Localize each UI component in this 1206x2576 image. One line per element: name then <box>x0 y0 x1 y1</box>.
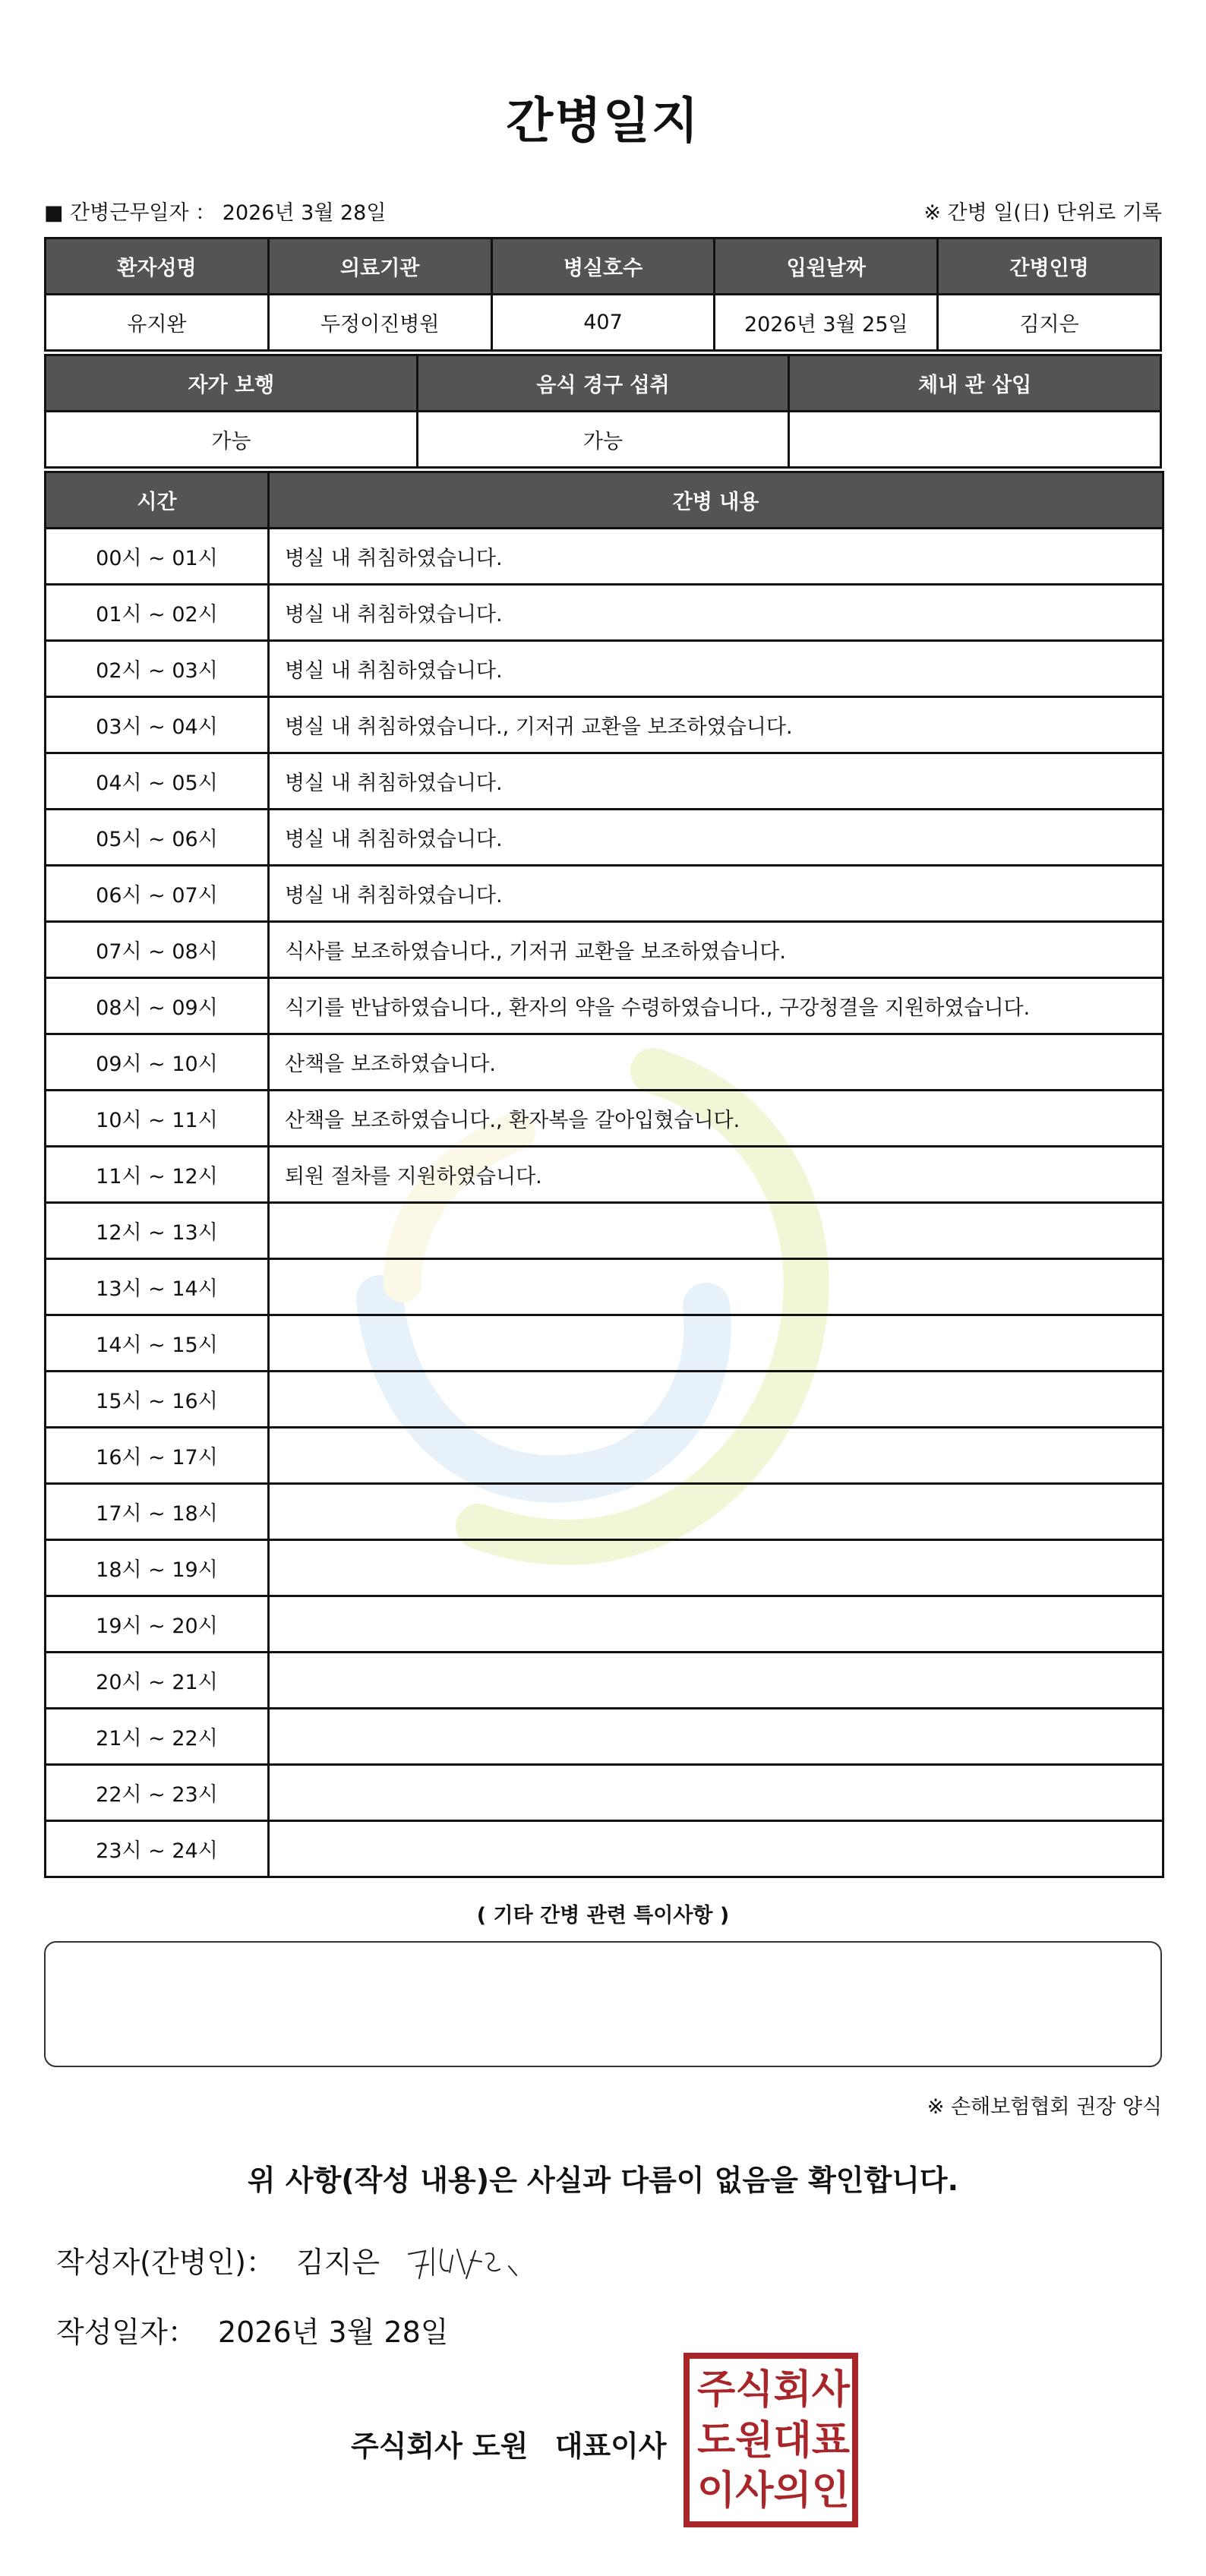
log-content: 병실 내 취침하였습니다. <box>269 529 1163 585</box>
log-row <box>46 1596 1163 1653</box>
log-time: 11시 ~ 12시 <box>46 1147 269 1203</box>
log-time: 15시 ~ 16시 <box>46 1372 269 1428</box>
log-content <box>269 1653 1163 1709</box>
company-seal <box>684 2353 858 2527</box>
log-row <box>46 1653 1163 1709</box>
room-number: 407 <box>491 295 715 351</box>
log-row <box>46 810 1163 866</box>
header-care-content: 간병 내용 <box>269 472 1163 529</box>
log-row <box>46 922 1163 978</box>
log-time: 01시 ~ 02시 <box>46 585 269 641</box>
log-time: 23시 ~ 24시 <box>46 1821 269 1877</box>
log-row <box>46 697 1163 753</box>
log-content: 병실 내 취침하였습니다. <box>269 753 1163 810</box>
log-time: 02시 ~ 03시 <box>46 641 269 697</box>
log-content <box>269 1259 1163 1315</box>
log-row <box>46 866 1163 922</box>
log-content: 병실 내 취침하였습니다. <box>269 641 1163 697</box>
log-content: 병실 내 취침하였습니다. <box>269 810 1163 866</box>
seal-char: 식 <box>735 2367 774 2413</box>
seal-char: 사 <box>735 2468 774 2514</box>
seal-char: 원 <box>735 2417 774 2464</box>
log-content <box>269 1428 1163 1484</box>
log-content <box>269 1596 1163 1653</box>
log-row <box>46 1034 1163 1091</box>
log-time: 07시 ~ 08시 <box>46 922 269 978</box>
log-time: 12시 ~ 13시 <box>46 1203 269 1259</box>
log-time: 19시 ~ 20시 <box>46 1596 269 1653</box>
patient-status-table <box>44 354 1162 469</box>
header-room: 병실호수 <box>491 238 715 295</box>
log-row <box>46 1147 1163 1203</box>
seal-char: 사 <box>811 2367 850 2413</box>
log-time: 22시 ~ 23시 <box>46 1765 269 1821</box>
log-content <box>269 1484 1163 1540</box>
work-date-label: ■ 간병근무일자 ： <box>44 201 216 225</box>
log-row <box>46 1315 1163 1372</box>
log-row <box>46 753 1163 810</box>
handwritten-signature <box>403 2233 532 2293</box>
seal-char: 주 <box>697 2367 736 2413</box>
log-content: 병실 내 취침하였습니다. <box>269 866 1163 922</box>
seal-char: 이 <box>697 2468 736 2514</box>
log-time: 00시 ~ 01시 <box>46 529 269 585</box>
log-row <box>46 1540 1163 1596</box>
log-content <box>269 1709 1163 1765</box>
log-time: 18시 ~ 19시 <box>46 1540 269 1596</box>
log-content: 병실 내 취침하였습니다., 기저귀 교환을 보조하였습니다. <box>269 697 1163 753</box>
patient-name: 유지완 <box>46 295 269 351</box>
record-unit-note: ※ 간병 일(日) 단위로 기록 <box>923 201 1162 225</box>
seal-char: 대 <box>773 2417 812 2464</box>
log-row <box>46 1428 1163 1484</box>
patient-value-row <box>46 295 1161 351</box>
header-caregiver: 간병인명 <box>938 238 1161 295</box>
log-row <box>46 1203 1163 1259</box>
log-content: 산책을 보조하였습니다. <box>269 1034 1163 1091</box>
writer-name: 김지은 <box>296 2246 380 2279</box>
patient-info-table <box>44 237 1162 352</box>
log-time: 17시 ~ 18시 <box>46 1484 269 1540</box>
log-time: 04시 ~ 05시 <box>46 753 269 810</box>
log-row <box>46 641 1163 697</box>
log-content <box>269 1315 1163 1372</box>
log-content <box>269 1540 1163 1596</box>
log-row <box>46 1259 1163 1315</box>
work-date <box>44 196 386 226</box>
log-content: 산책을 보조하였습니다., 환자복을 갈아입혔습니다. <box>269 1091 1163 1147</box>
log-time: 13시 ~ 14시 <box>46 1259 269 1315</box>
tube-value <box>789 412 1161 468</box>
log-time: 03시 ~ 04시 <box>46 697 269 753</box>
log-time: 21시 ~ 22시 <box>46 1709 269 1765</box>
log-content: 병실 내 취침하였습니다. <box>269 585 1163 641</box>
notes-title: ( 기타 간병 관련 특이사항 ) <box>476 1904 730 1927</box>
log-content <box>269 1372 1163 1428</box>
company-signature-line <box>351 2423 684 2464</box>
log-time: 08시 ~ 09시 <box>46 978 269 1034</box>
company-name: 주식회사 도원 <box>351 2429 529 2463</box>
log-time: 16시 ~ 17시 <box>46 1428 269 1484</box>
header-oral-intake: 음식 경구 섭취 <box>417 355 789 412</box>
seal-char: 도 <box>697 2417 736 2464</box>
seal-char: 회 <box>773 2367 812 2413</box>
seal-char: 의 <box>773 2468 812 2514</box>
log-content: 식사를 보조하였습니다., 기저귀 교환을 보조하였습니다. <box>269 922 1163 978</box>
log-time: 05시 ~ 06시 <box>46 810 269 866</box>
header-tube: 체내 관 삽입 <box>789 355 1161 412</box>
writer-row <box>56 2239 392 2281</box>
log-time: 10시 ~ 11시 <box>46 1091 269 1147</box>
confirmation-statement: 위 사항(작성 내용)은 사실과 다름이 없음을 확인합니다. <box>247 2164 959 2197</box>
log-row <box>46 1821 1163 1877</box>
log-row <box>46 1372 1163 1428</box>
seal-characters <box>697 2365 850 2517</box>
header-hospital: 의료기관 <box>268 238 491 295</box>
status-value-row <box>46 412 1161 468</box>
header-admission-date: 입원날짜 <box>715 238 938 295</box>
log-content <box>269 1203 1163 1259</box>
log-row <box>46 1091 1163 1147</box>
log-content <box>269 1821 1163 1877</box>
log-time: 20시 ~ 21시 <box>46 1653 269 1709</box>
log-time: 06시 ~ 07시 <box>46 866 269 922</box>
written-date-value: 2026년 3월 28일 <box>217 2316 449 2349</box>
page-title: 간병일지 <box>506 93 700 150</box>
log-content <box>269 1765 1163 1821</box>
written-date-label: 작성일자： <box>56 2316 197 2349</box>
walking-value: 가능 <box>46 412 418 468</box>
care-log-table <box>44 471 1164 1878</box>
status-header-row <box>46 355 1161 412</box>
header-patient-name: 환자성명 <box>46 238 269 295</box>
log-row <box>46 529 1163 585</box>
log-header-row <box>46 472 1163 529</box>
header-time: 시간 <box>46 472 269 529</box>
patient-header-row <box>46 238 1161 295</box>
hospital: 두정이진병원 <box>268 295 491 351</box>
seal-char: 인 <box>811 2468 850 2514</box>
seal-char: 표 <box>811 2417 850 2464</box>
log-row <box>46 1709 1163 1765</box>
log-row <box>46 585 1163 641</box>
log-time: 09시 ~ 10시 <box>46 1034 269 1091</box>
log-row <box>46 978 1163 1034</box>
caregiver-name: 김지은 <box>938 295 1161 351</box>
notes-box <box>44 1941 1162 2067</box>
writer-label: 작성자(간병인)： <box>56 2246 275 2279</box>
oral-intake-value: 가능 <box>417 412 789 468</box>
company-title: 대표이사 <box>554 2429 667 2463</box>
written-date-row <box>56 2309 460 2350</box>
log-content: 식기를 반납하였습니다., 환자의 약을 수령하였습니다., 구강청결을 지원하였습니다. <box>269 978 1163 1034</box>
log-row <box>46 1765 1163 1821</box>
header-walking: 자가 보행 <box>46 355 418 412</box>
log-content: 퇴원 절차를 지원하였습니다. <box>269 1147 1163 1203</box>
log-row <box>46 1484 1163 1540</box>
log-time: 14시 ~ 15시 <box>46 1315 269 1372</box>
work-date-value: 2026년 3월 28일 <box>222 201 387 225</box>
recommend-note: ※ 손해보험협회 권장 양식 <box>927 2095 1162 2119</box>
log-body <box>46 529 1163 1877</box>
info-line <box>44 196 1162 223</box>
admission-date: 2026년 3월 25일 <box>715 295 938 351</box>
